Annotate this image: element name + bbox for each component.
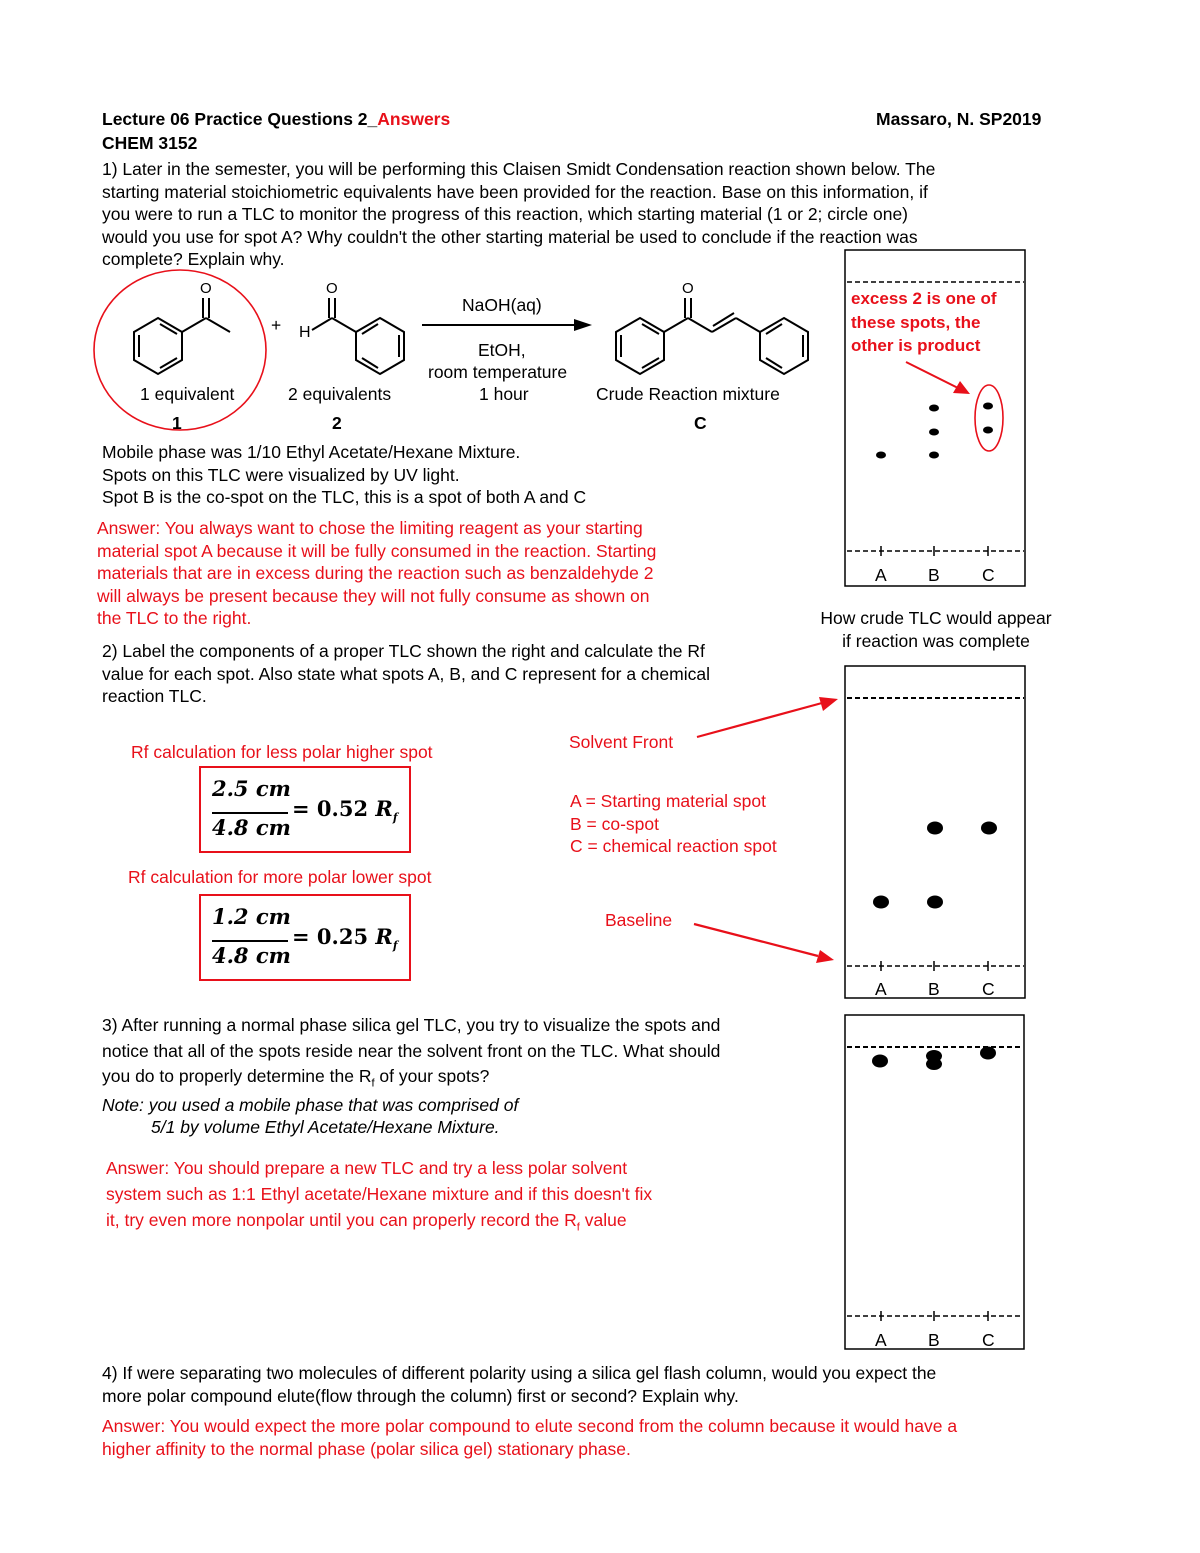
rf-numerator: 2.5 cm <box>212 776 291 801</box>
spot-def: C = chemical reaction spot <box>570 836 777 857</box>
tlc3-spot <box>926 1058 942 1070</box>
solvent: EtOH, <box>478 340 526 360</box>
rf-result <box>292 796 398 824</box>
product-label: Crude Reaction mixture <box>596 384 780 404</box>
fraction-bar <box>212 812 288 814</box>
q1-question <box>102 158 935 271</box>
q3-line3-end: of your spots? <box>374 1066 490 1086</box>
rf-less-polar-box <box>199 766 411 853</box>
baseline-label: Baseline <box>605 910 673 930</box>
q1-line: 1) Later in the semester, you will be performing this Claisen Smidt Condensation reaction shown below. The <box>102 159 936 179</box>
baseline-arrow <box>694 924 818 956</box>
q3-answer <box>106 1155 652 1241</box>
q4-question <box>102 1362 936 1408</box>
tlc2-spot <box>927 822 943 835</box>
spot-def: B = co-spot <box>570 813 660 834</box>
title-main: Lecture 06 Practice Questions 2_ <box>102 109 378 129</box>
tlc1-spot <box>929 405 939 412</box>
temperature: room temperature <box>428 362 568 382</box>
rf-subscript: f <box>576 1221 580 1234</box>
tlc3-lane-a: A <box>875 1330 887 1350</box>
rf-subscript: f <box>392 811 398 825</box>
benzene-ring-2 <box>356 318 404 374</box>
q3-note-line2: 5/1 by volume Ethyl Acetate/Hexane Mixture. <box>151 1117 500 1137</box>
q1-line: complete? Explain why. <box>102 249 285 270</box>
rf-subscript: f <box>392 939 398 953</box>
tlc1-annotation <box>851 287 997 358</box>
circled-answer <box>94 270 266 430</box>
note-line: Mobile phase was 1/10 Ethyl Acetate/Hexane Mixture. <box>102 442 521 462</box>
rf-denominator: 4.8 cm <box>212 815 291 840</box>
answer-line: Answer: You would expect the more polar compound to elute second from the column because it would have a <box>102 1416 958 1436</box>
tlc1-spot <box>929 429 939 436</box>
solvent-front-arrow <box>697 703 822 737</box>
sm1-equiv: 1 equivalent <box>140 384 235 404</box>
rf-symbol: R <box>375 924 393 949</box>
rf-denominator: 4.8 cm <box>212 943 291 968</box>
q4-line: more polar compound elute(flow through the column) first or second? Explain why. <box>102 1386 739 1406</box>
q1-answer <box>97 517 656 630</box>
q3-note-line1: Note: you used a mobile phase that was comprised of <box>102 1095 519 1115</box>
caption-line: if reaction was complete <box>842 630 1030 651</box>
tlc1-lane-b: B <box>928 565 940 585</box>
tlc2-lane-b: B <box>928 979 940 999</box>
annotation-arrow <box>906 362 958 388</box>
benzene-ring-3 <box>616 318 664 374</box>
q3-line: notice that all of the spots reside near the solvent front on the TLC. What should <box>102 1040 721 1061</box>
rf-more-polar-label: Rf calculation for more polar lower spot <box>128 867 432 887</box>
q3-line3-text: you do to properly determine the R <box>102 1066 372 1086</box>
author: Massaro, N. SP2019 <box>876 109 1042 129</box>
tlc1-caption <box>806 607 1066 652</box>
q2-line: reaction TLC. <box>102 686 207 707</box>
note-line: Spot B is the co-spot on the TLC, this is a spot of both A and C <box>102 487 587 508</box>
q3-line <box>102 1064 720 1097</box>
q1-notes <box>102 441 586 509</box>
caption-line: How crude TLC would appear <box>820 608 1052 628</box>
q3-line: 3) After running a normal phase silica gel TLC, you try to visualize the spots and <box>102 1015 721 1035</box>
tlc1-spot <box>983 403 993 410</box>
course: CHEM 3152 <box>102 133 198 153</box>
answer-line: system such as 1:1 Ethyl acetate/Hexane mixture and if this doesn't fix <box>106 1184 653 1204</box>
reagent: NaOH(aq) <box>462 295 542 315</box>
page-title <box>102 108 450 131</box>
tlc3-spot <box>980 1047 996 1060</box>
spot-definitions <box>570 790 777 858</box>
answer-line: the TLC to the right. <box>97 608 252 629</box>
tlc1-spot <box>983 427 993 434</box>
spot-def: A = Starting material spot <box>570 791 767 811</box>
q4-answer <box>102 1415 957 1461</box>
product-letter: C <box>694 413 707 433</box>
solvent-front-label: Solvent Front <box>569 732 674 752</box>
annotation-line: these spots, the <box>851 312 981 332</box>
sm2-equiv: 2 equivalents <box>288 384 392 404</box>
atom-h: H <box>299 324 311 341</box>
rf-result-value: = 0.25 <box>292 924 376 949</box>
sm2-number: 2 <box>332 413 342 433</box>
q2-line: 2) Label the components of a proper TLC shown the right and calculate the Rf <box>102 641 705 661</box>
tlc1-spot <box>876 452 886 459</box>
highlight-circle <box>975 385 1003 451</box>
benzene-ring-4 <box>760 318 808 374</box>
tlc2-spot <box>981 822 997 835</box>
answer-line: Answer: You always want to chose the limiting reagent as your starting <box>97 518 643 538</box>
title-answers: Answers <box>377 109 451 129</box>
tlc2-lane-c: C <box>982 979 995 999</box>
rf-result <box>292 924 398 952</box>
tlc2-lane-a: A <box>875 979 887 999</box>
time: 1 hour <box>479 384 529 404</box>
rf-symbol: R <box>375 796 393 821</box>
tlc3-spot <box>872 1055 888 1068</box>
answer-line: will always be present because they will not fully consume as shown on <box>97 585 650 606</box>
rf-result-value: = 0.52 <box>292 796 376 821</box>
answer-line <box>106 1207 652 1241</box>
q3-question <box>102 1013 720 1097</box>
sm1-number: 1 <box>172 413 182 433</box>
annotation-line: other is product <box>851 336 981 355</box>
plus-sign: + <box>271 315 282 335</box>
q2-question <box>102 640 710 708</box>
tlc1-lane-c: C <box>982 565 995 585</box>
rf-more-polar-box <box>199 894 411 981</box>
atom-o-2: O <box>326 280 338 297</box>
rf-subscript: f <box>371 1077 375 1090</box>
q2-line: value for each spot. Also state what spots A, B, and C represent for a chemical <box>102 663 710 684</box>
q1-line: starting material stoichiometric equivalents have been provided for the reaction. Base on this information, if <box>102 181 928 202</box>
tlc1-spot <box>929 452 939 459</box>
tlc2-spot <box>873 896 889 909</box>
answer-line: higher affinity to the normal phase (polar silica gel) stationary phase. <box>102 1439 631 1459</box>
answer-line: material spot A because it will be fully consumed in the reaction. Starting <box>97 540 657 561</box>
atom-o-3: O <box>682 280 694 297</box>
rf-less-polar-label: Rf calculation for less polar higher spot <box>131 742 433 762</box>
q3-answer-end: value <box>579 1210 627 1230</box>
tlc3-lane-c: C <box>982 1330 995 1350</box>
answer-line: materials that are in excess during the reaction such as benzaldehyde 2 <box>97 563 654 584</box>
tlc3-lane-b: B <box>928 1330 940 1350</box>
q1-line: you were to run a TLC to monitor the progress of this reaction, which starting material (1 or 2; circle one) <box>102 204 909 225</box>
answer-line: Answer: You should prepare a new TLC and try a less polar solvent <box>106 1158 628 1178</box>
atom-o-1: O <box>200 280 212 297</box>
tlc2-spot <box>927 896 943 909</box>
fraction-bar <box>212 940 288 942</box>
tlc3-spot <box>926 1050 942 1062</box>
annotation-line: excess 2 is one of <box>851 289 997 308</box>
tlc1-lane-a: A <box>875 565 887 585</box>
q3-answer-text: it, try even more nonpolar until you can properly record the R <box>106 1210 577 1230</box>
rf-numerator: 1.2 cm <box>212 904 291 929</box>
benzene-ring-1 <box>134 318 182 374</box>
note-line: Spots on this TLC were visualized by UV light. <box>102 464 460 485</box>
q4-line: 4) If were separating two molecules of different polarity using a silica gel flash column, would you expect the <box>102 1363 937 1383</box>
q1-line: would you use for spot A? Why couldn't the other starting material be used to conclude if the reaction was <box>102 226 918 247</box>
